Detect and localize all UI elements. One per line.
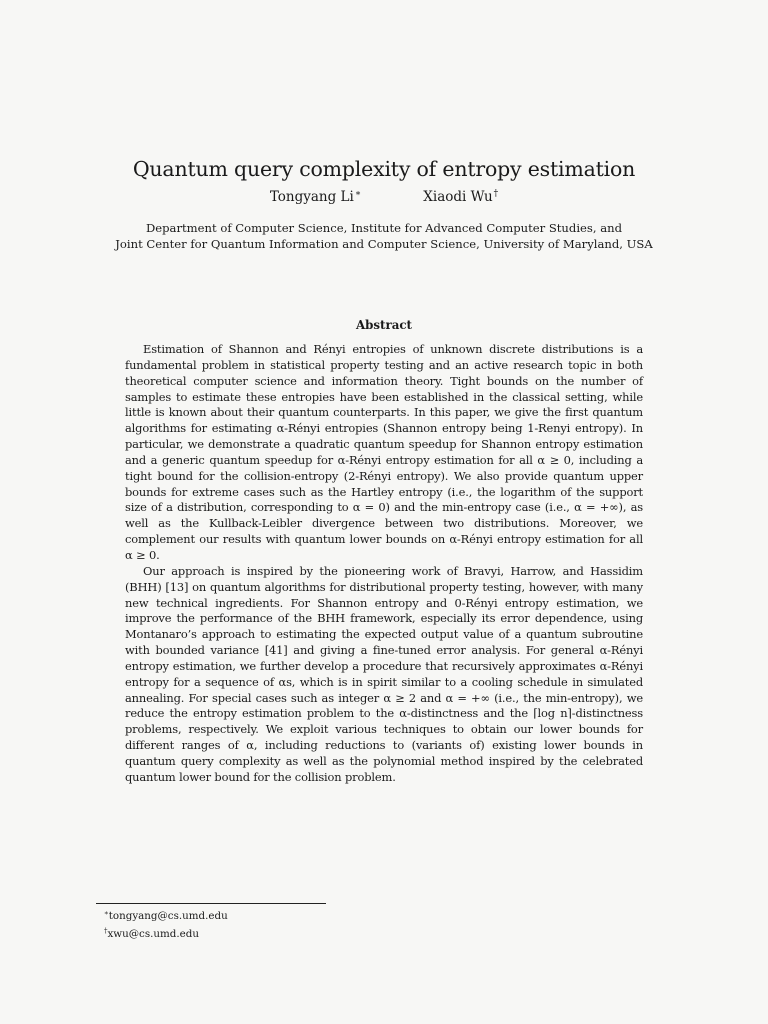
footnote-mark: ∗	[354, 189, 361, 199]
paper-title: Quantum query complexity of entropy estimation	[132, 156, 636, 181]
abstract-heading: Abstract	[356, 318, 412, 332]
affiliation-line: Joint Center for Quantum Information and Computer Science, University of Maryland, USA	[115, 237, 653, 251]
affiliation-line: Department of Computer Science, Institute for Advanced Computer Studies, and	[145, 221, 623, 235]
footnotes	[104, 906, 228, 942]
footnote-rule	[96, 903, 326, 904]
author-wu	[423, 189, 498, 205]
abstract-paragraph: Our approach is inspired by the pioneering work of Bravyi, Harrow, and Hassidim (BHH) [13] on quantum algorithms for distributional property testing, however, with many new technical ingredients. For Shannon entropy and 0-Rényi entropy estimation, we improve the performance of the BHH framework, especially its error dependence, using Montanaro’s approach to estimating the expected output value of a quantum subroutine with bounded variance [41] and giving a fine-tuned error analysis. For general α-Rényi entropy estimation, we further develop a procedure that recursively approximates α-Rényi entropy for a sequence of αs, which is in spirit similar to a cooling schedule in simulated annealing. For special cases such as integer α ≥ 2 and α = +∞ (i.e., the min-entropy), we reduce the entropy estimation problem to the α-distinctness and the ⌈log n⌉-distinctness problems, respectively. We exploit various techniques to obtain our lower bounds for different ranges of α, including reductions to (variants of) existing lower bounds in quantum query complexity as well as the polynomial method inspired by the celebrated quantum lower bound for the collision problem.	[125, 563, 643, 784]
author-list	[0, 189, 768, 205]
author-name: Xiaodi Wu	[423, 189, 493, 205]
footnote-li	[104, 906, 228, 924]
footnote-mark: †	[493, 189, 499, 199]
author-name: Tongyang Li	[269, 189, 354, 205]
abstract-paragraph: Estimation of Shannon and Rényi entropies of unknown discrete distributions is a fundamental problem in statistical property testing and an active research topic in both theoretical computer science and information theory. Tight bounds on the number of samples to estimate these entropies have been established in the classical setting, while little is known about their quantum counterparts. In this paper, we give the first quantum algorithms for estimating α-Rényi entropies (Shannon entropy being 1-Renyi entropy). In particular, we demonstrate a quadratic quantum speedup for Shannon entropy estimation and a generic quantum speedup for α-Rényi entropy estimation for all α ≥ 0, including a tight bound for the collision-entropy (2-Rényi entropy). We also provide quantum upper bounds for extreme cases such as the Hartley entropy (i.e., the logarithm of the support size of a distribution, corresponding to α = 0) and the min-entropy case (i.e., α = +∞), as well as the Kullback-Leibler divergence between two distributions. Moreover, we complement our results with quantum lower bounds on α-Rényi entropy estimation for all α ≥ 0.	[125, 342, 643, 562]
footnote-email: xwu@cs.umd.edu	[107, 928, 199, 940]
footnote-mark: ∗	[104, 909, 109, 917]
abstract-body	[125, 342, 643, 786]
affiliation	[0, 220, 768, 252]
footnote-mark: †	[104, 927, 108, 935]
author-li	[270, 189, 361, 205]
footnote-wu	[104, 924, 228, 942]
footnote-email: tongyang@cs.umd.edu	[108, 910, 228, 922]
